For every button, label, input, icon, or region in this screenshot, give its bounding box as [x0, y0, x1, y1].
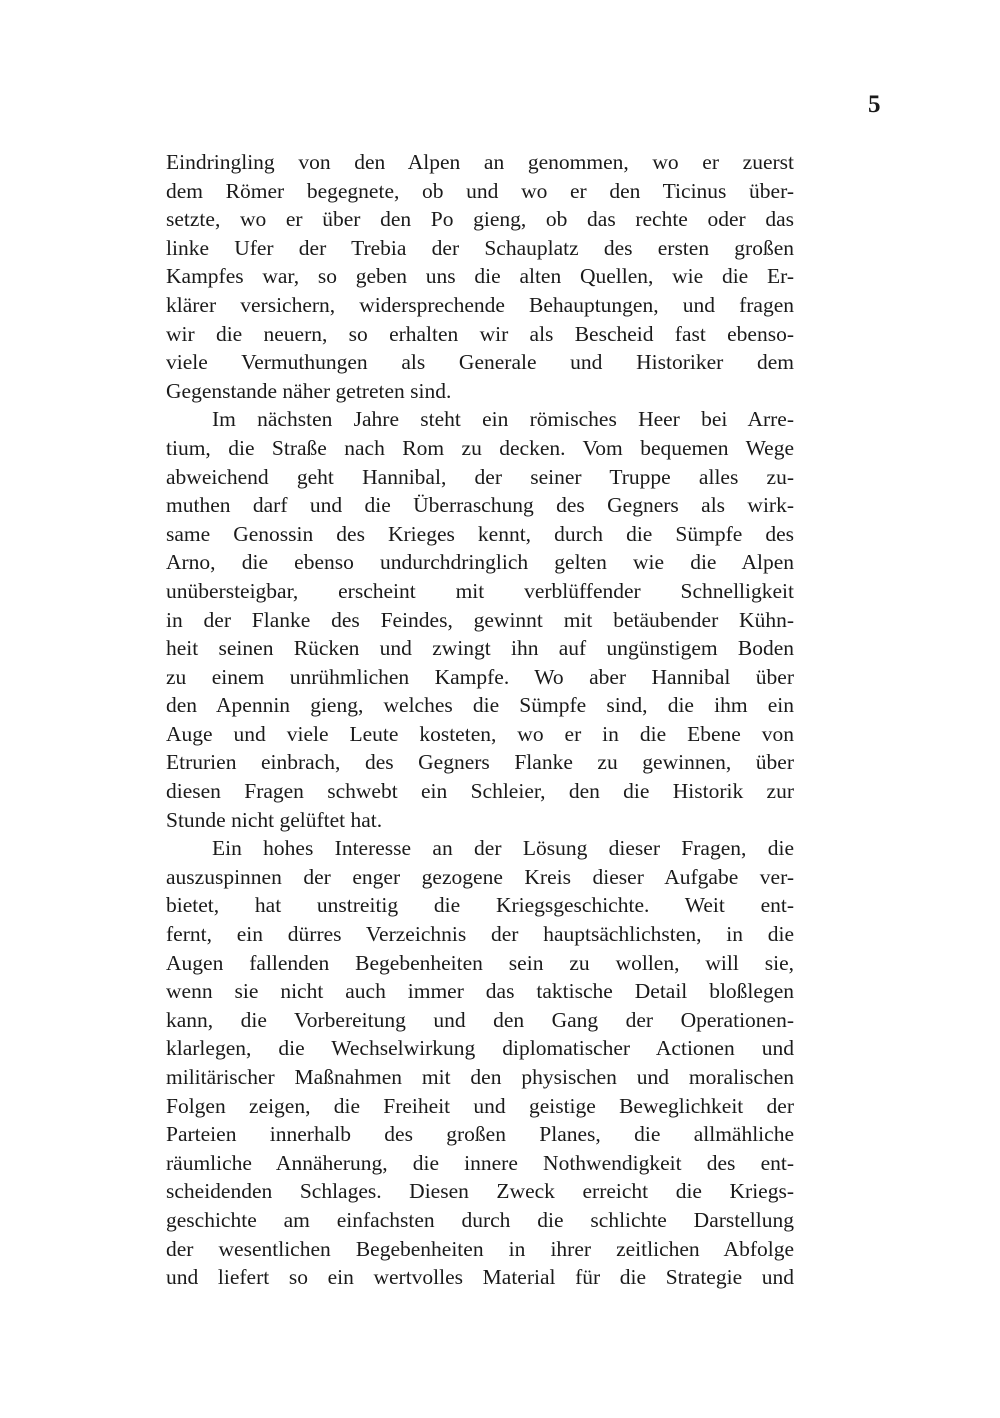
text-line: geschichte am einfachsten durch die schlichte Darstellung — [166, 1207, 794, 1232]
text-line: linke Ufer der Trebia der Schauplatz des ersten großen — [166, 235, 794, 260]
text-line: wir die neuern, so erhalten wir als Bescheid fast ebenso- — [166, 321, 794, 346]
paragraph-start-line: Im nächsten Jahre steht ein römisches Heer bei Arre- — [212, 407, 794, 432]
text-line: in der Flanke des Feindes, gewinnt mit betäubender Kühn- — [166, 607, 794, 632]
paragraph-start-line: Ein hohes Interesse an der Lösung dieser Fragen, die — [212, 836, 794, 861]
text-line: setzte, wo er über den Po gieng, ob das rechte oder das — [166, 207, 794, 232]
text-line: räumliche Annäherung, die innere Nothwendigkeit des ent- — [166, 1150, 794, 1175]
text-line: muthen darf und die Überraschung des Gegners als wirk- — [166, 493, 794, 518]
text-line: Folgen zeigen, die Freiheit und geistige Beweglichkeit der — [166, 1093, 794, 1118]
text-line: der wesentlichen Begebenheiten in ihrer zeitlichen Abfolge — [166, 1236, 794, 1261]
text-line: Kampfes war, so geben uns die alten Quellen, wie die Er- — [166, 264, 794, 289]
text-line: Auge und viele Leute kosteten, wo er in die Ebene von — [166, 721, 794, 746]
text-line: diesen Fragen schwebt ein Schleier, den die Historik zur — [166, 779, 794, 804]
text-line: Parteien innerhalb des großen Planes, die allmähliche — [166, 1122, 794, 1147]
text-line: dem Römer begegnete, ob und wo er den Ticinus über- — [166, 178, 794, 203]
text-line: heit seinen Rücken und zwingt ihn auf ungünstigem Boden — [166, 636, 794, 661]
page-number: 5 — [868, 91, 881, 118]
text-line: tium, die Straße nach Rom zu decken. Vom bequemen Wege — [166, 435, 794, 460]
text-line: abweichend geht Hannibal, der seiner Truppe alles zu- — [166, 464, 794, 489]
text-line: bietet, hat unstreitig die Kriegsgeschichte. Weit ent- — [166, 893, 794, 918]
text-line: und liefert so ein wertvolles Material für die Strategie und — [166, 1265, 794, 1290]
text-line: fernt, ein dürres Verzeichnis der hauptsächlichsten, in die — [166, 922, 794, 947]
text-line: klärer versichern, widersprechende Behauptungen, und fragen — [166, 292, 794, 317]
text-line: zu einem unrühmlichen Kampfe. Wo aber Hannibal über — [166, 664, 794, 689]
text-line: auszuspinnen der enger gezogene Kreis dieser Aufgabe ver- — [166, 864, 794, 889]
text-line: Arno, die ebenso undurchdringlich gelten wie die Alpen — [166, 550, 794, 575]
text-line: scheidenden Schlages. Diesen Zweck erreicht die Kriegs- — [166, 1179, 794, 1204]
text-line: viele Vermuthungen als Generale und Historiker dem — [166, 350, 794, 375]
text-line: unübersteigbar, erscheint mit verblüffender Schnelligkeit — [166, 578, 794, 603]
text-line: same Genossin des Krieges kennt, durch die Sümpfe des — [166, 521, 794, 546]
text-line: militärischer Maßnahmen mit den physischen und moralischen — [166, 1065, 794, 1089]
text-line: klarlegen, die Wechselwirkung diplomatischer Actionen und — [166, 1036, 794, 1061]
text-line: Augen fallenden Begebenheiten sein zu wollen, will sie, — [166, 950, 794, 975]
text-line: kann, die Vorbereitung und den Gang der Operationen- — [166, 1007, 794, 1032]
text-line: Eindringling von den Alpen an genommen, wo er zuerst — [166, 150, 794, 174]
text-line: den Apennin gieng, welches die Sümpfe sind, die ihm ein — [166, 693, 794, 718]
text-line: Etrurien einbrach, des Gegners Flanke zu gewinnen, über — [166, 750, 794, 775]
body-text — [166, 148, 794, 1292]
text-line: Stunde nicht gelüftet hat. — [166, 807, 383, 832]
text-line: Gegenstande näher getreten sind. — [166, 378, 452, 403]
text-line: wenn sie nicht auch immer das taktische Detail bloßlegen — [166, 979, 794, 1004]
